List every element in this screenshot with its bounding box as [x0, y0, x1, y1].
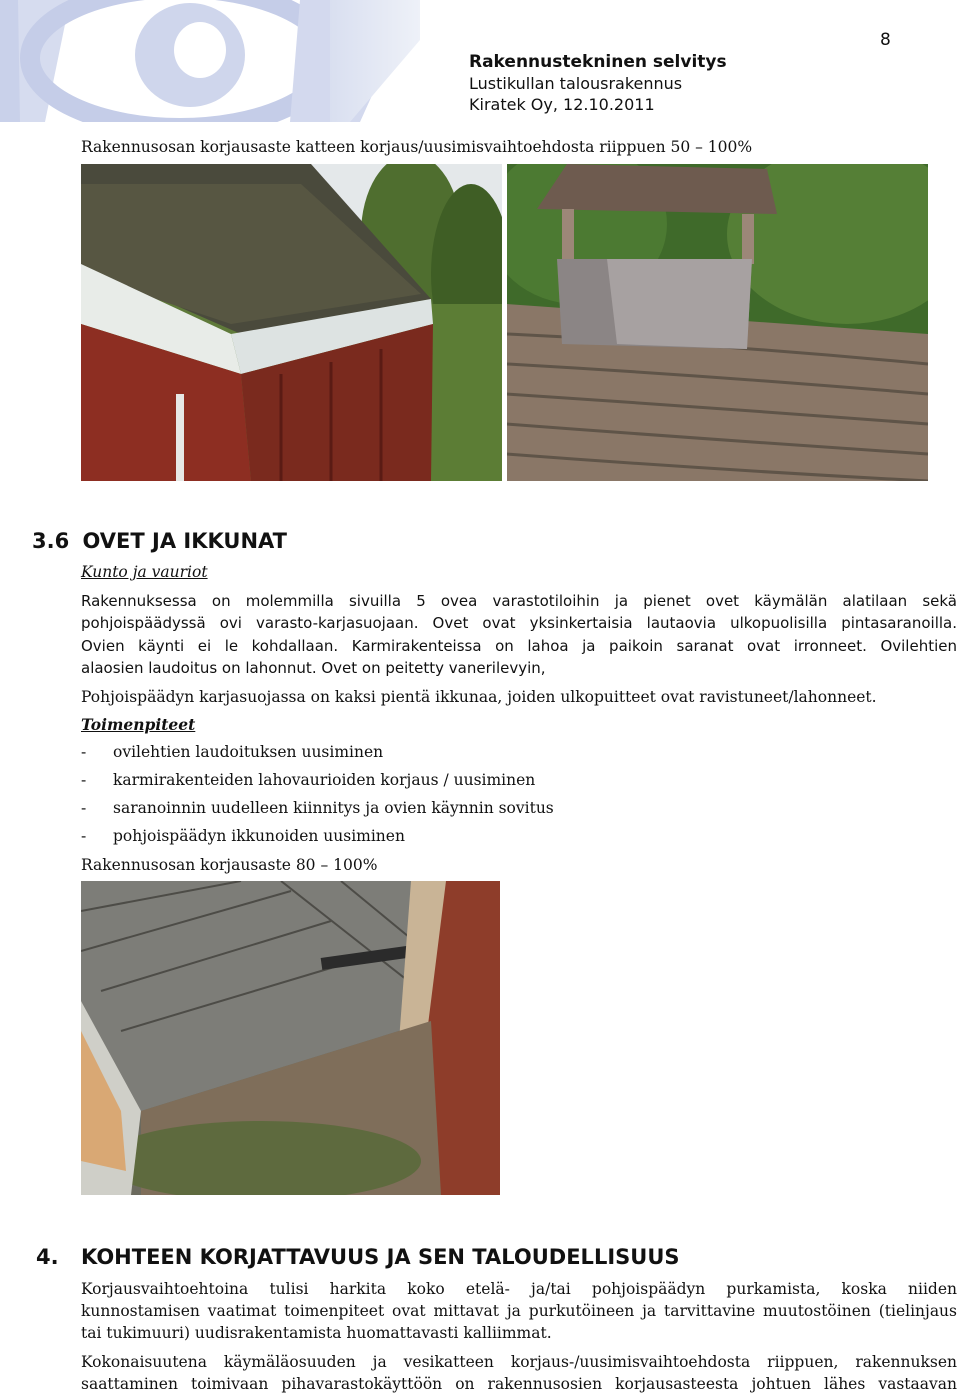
- report-subject: Lustikullan talousrakennus: [469, 74, 683, 93]
- measure-text: karmirakenteiden lahovaurioiden korjaus / uusiminen: [113, 771, 536, 789]
- section-4-number: 4.: [36, 1245, 59, 1269]
- bullet: -: [81, 743, 87, 761]
- section-4-title: KOHTEEN KORJATTAVUUS JA SEN TALOUDELLISUUS: [81, 1245, 680, 1269]
- bullet: -: [81, 771, 87, 789]
- measure-item: [81, 799, 554, 817]
- measure-item: [81, 827, 405, 845]
- condition-line-2: pohjoispäädyssä ovi varasto-karjasuojaan. Ovet ovat yksinkertaisia lautaovia ulkopuolisilla pintasaranoilla.: [81, 614, 957, 632]
- section-title: OVET JA IKKUNAT: [82, 529, 287, 553]
- measure-text: ovilehtien laudoituksen uusiminen: [113, 743, 384, 761]
- roof-eaves-photo: [81, 164, 502, 481]
- repairability-para-line-2: kunnostamisen vaatimat toimenpiteet ovat mittavat ja purkutöineen ja tarvittavine muutostöinen (tielinjaus: [81, 1302, 957, 1320]
- measures-subheading: Toimenpiteet: [81, 715, 196, 734]
- report-title: Rakennustekninen selvitys: [469, 52, 727, 72]
- measure-text: saranoinnin uudelleen kiinnitys ja ovien käynnin sovitus: [113, 799, 554, 817]
- windows-description: Pohjoispäädyn karjasuojassa on kaksi pientä ikkunaa, joiden ulkopuitteet ovat ravistuneet/lahonneet.: [81, 688, 877, 706]
- page-number: 8: [880, 30, 891, 50]
- bullet: -: [81, 799, 87, 817]
- summary-para-line-1: Kokonaisuutena käymäläosuuden ja vesikatteen korjaus-/uusimisvaihtoehdosta riippuen, rakennuksen: [81, 1353, 957, 1371]
- repairability-para-line-1: Korjausvaihtoehtoina tulisi harkita koko etelä- ja/tai pohjoispäädyn purkamista, koska niiden: [81, 1280, 957, 1298]
- chimney-photo: [507, 164, 928, 481]
- repairability-para-line-3: tai tukimuuri) uudisrakentamista huomattavasti kalliimmat.: [81, 1324, 552, 1342]
- summary-para-line-2: saattaminen toimivaan pihavarastokäyttöön on rakennusosien korjausasteesta johtuen lähes vastaavan: [81, 1375, 957, 1393]
- condition-line-1: Rakennuksessa on molemmilla sivuilla 5 ovea varastotiloihin ja pienet ovet käymälän alatilaan sekä: [81, 592, 957, 610]
- condition-line-3: Ovien käynti ei le kohdallaan. Karmirakenteissa on lahoa ja paikoin saranat ovat irronneet. Ovilehtien: [81, 637, 957, 655]
- section-heading: [32, 529, 287, 553]
- company-logo: [0, 0, 420, 122]
- doors-repair-degree: Rakennusosan korjausaste 80 – 100%: [81, 856, 378, 874]
- condition-line-4: alaosien laudoitus on lahonnut. Ovet on peitetty vanerilevyin,: [81, 659, 546, 677]
- measure-item: [81, 743, 384, 761]
- condition-subheading: Kunto ja vauriot: [81, 563, 208, 581]
- report-author-date: Kiratek Oy, 12.10.2011: [469, 95, 655, 114]
- section-4-heading: [36, 1245, 680, 1269]
- bullet: -: [81, 827, 87, 845]
- section-number: 3.6: [32, 529, 70, 553]
- measure-text: pohjoispäädyn ikkunoiden uusiminen: [113, 827, 405, 845]
- measure-item: [81, 771, 536, 789]
- roof-repair-degree: Rakennusosan korjausaste katteen korjaus/uusimisvaihtoehdosta riippuen 50 – 100%: [81, 138, 753, 156]
- door-damage-photo: [81, 881, 500, 1195]
